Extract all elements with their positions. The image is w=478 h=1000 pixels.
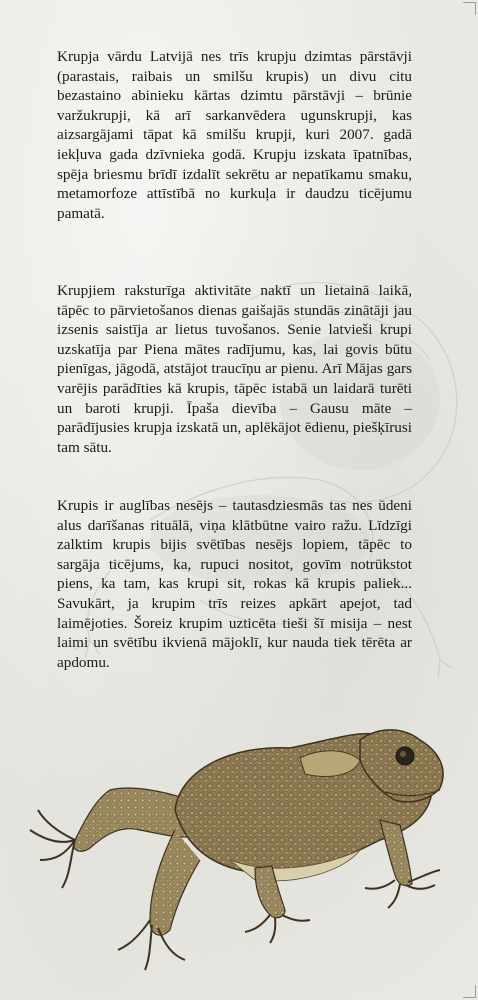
toad-front-leg	[365, 820, 440, 908]
scan-corner-mark-bottom	[463, 985, 476, 998]
paragraph-krupja-vardu: Krupja vārdu Latvijā nes trīs krupju dzimtas pārstāvji (parastais, raibais un smilšu krupis) un divu citu bezastaino abinieku kārtas dzimtu pārstāvji – brūnie varžukrupji, kā arī sarkanvēdera ugunskrupji, kas aizsargājami tāpat kā smilšu krupji, kuri 2007. gadā iekļuva gada dzīvnieka godā. Krupju izskata īpatnības, spēja briesmu brīdī izdalīt sekrētu ar nepatīkamu smaku, metamorfoze attīstībā no kurkuļa ir daudzu ticējumu pamatā.	[57, 48, 412, 222]
toad-head	[360, 730, 443, 802]
toad-eye	[396, 747, 414, 765]
paragraph-krupis-auglibas: Krupis ir auglības nesējs – tautasdziesmās tas nes ūdeni alus darīšanas rituālā, viņa klātbūtne vairo ražu. Līdzīgi zalktim krupis bijis svētības nesējs lopiem, tāpēc to sargāja ticējums, ka, rupuci nositot, govīm notrūkstot piens, ka tam, kas krupi sit, rokas kā krupis paliek... Savukārt, ja krupim trīs reizes apkārt apejot, tad laimējoties. Šoreiz krupim uzticēta tieši šī misija – nest laimi un svētību ikvienā mājoklī, kur nauda tiek tērēta ar apdomu.	[57, 497, 412, 671]
paragraph-krupjiem-raksturiga: Krupjiem raksturīga aktivitāte naktī un lietainā laikā, tāpēc to pārvietošanos dienas gaišajās stundās zinātāji jau izsenis saistīja ar lietus tuvošanos. Senie latvieši krupi uzskatīja par Piena mātes radījumu, kas, lai govis būtu pienīgas, jāgodā, atstājot traucīņu ar pienu. Arī Mājas gars varējis parādīties kā krupis, tāpēc istabā un laidarā turēti un baroti krupji. Īpaša dievība – Gausu māte – parādījusies krupja izskatā un, aplēkājot ēdienu, piešķīrusi tam sātu.	[57, 282, 412, 456]
toad-body	[175, 734, 432, 874]
scan-corner-mark-top	[463, 2, 476, 15]
toad-hind-leg	[30, 788, 200, 970]
